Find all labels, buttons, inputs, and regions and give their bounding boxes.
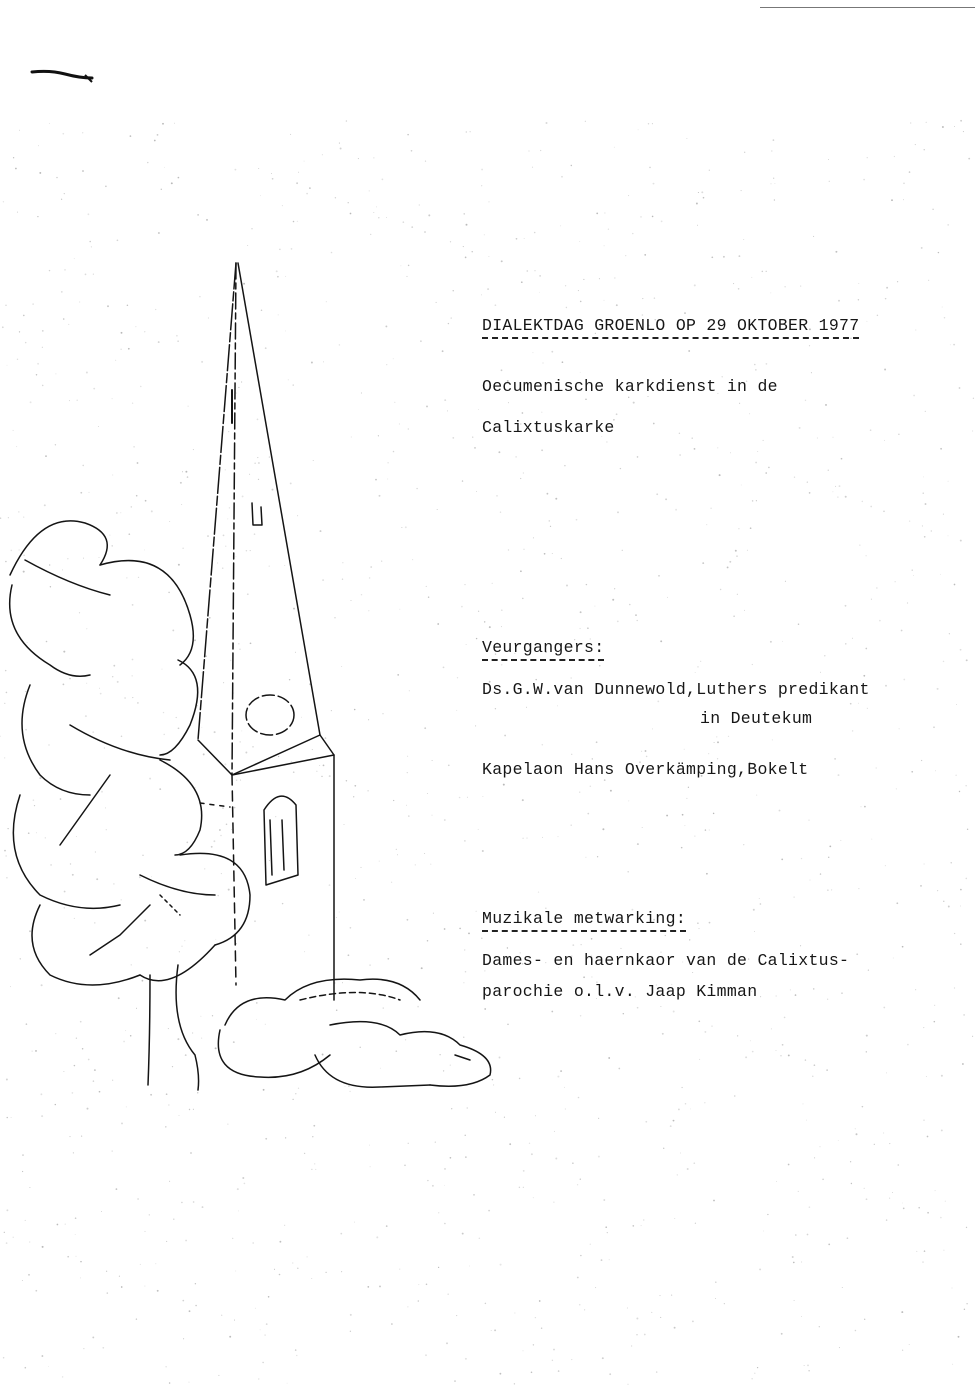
document-title: DIALEKTDAG GROENLO OP 29 OKTOBER 1977 (482, 316, 859, 339)
church-tower-body (200, 735, 334, 1000)
service-line-1: Oecumenische karkdienst in de (482, 377, 778, 396)
bush-sketch-bottom (218, 979, 490, 1087)
music-line-2: parochie o.l.v. Jaap Kimman (482, 982, 758, 1001)
music-heading: Muzikale metwarking: (482, 909, 686, 932)
leaders-heading: Veurgangers: (482, 638, 604, 661)
scan-edge-line (760, 7, 975, 8)
leader-1-line-2: in Deutekum (700, 709, 813, 728)
service-line-2: Calixtuskarke (482, 418, 615, 437)
church-sketch-drawing (0, 255, 500, 1095)
church-spire (198, 263, 320, 775)
music-line-1: Dames- en haernkaor van de Calixtus- (482, 951, 850, 970)
pen-stroke-mark (30, 60, 100, 90)
leader-2: Kapelaon Hans Overkämping,Bokelt (482, 760, 809, 779)
leader-1-line-1: Ds.G.W.van Dunnewold,Luthers predikant (482, 680, 870, 699)
